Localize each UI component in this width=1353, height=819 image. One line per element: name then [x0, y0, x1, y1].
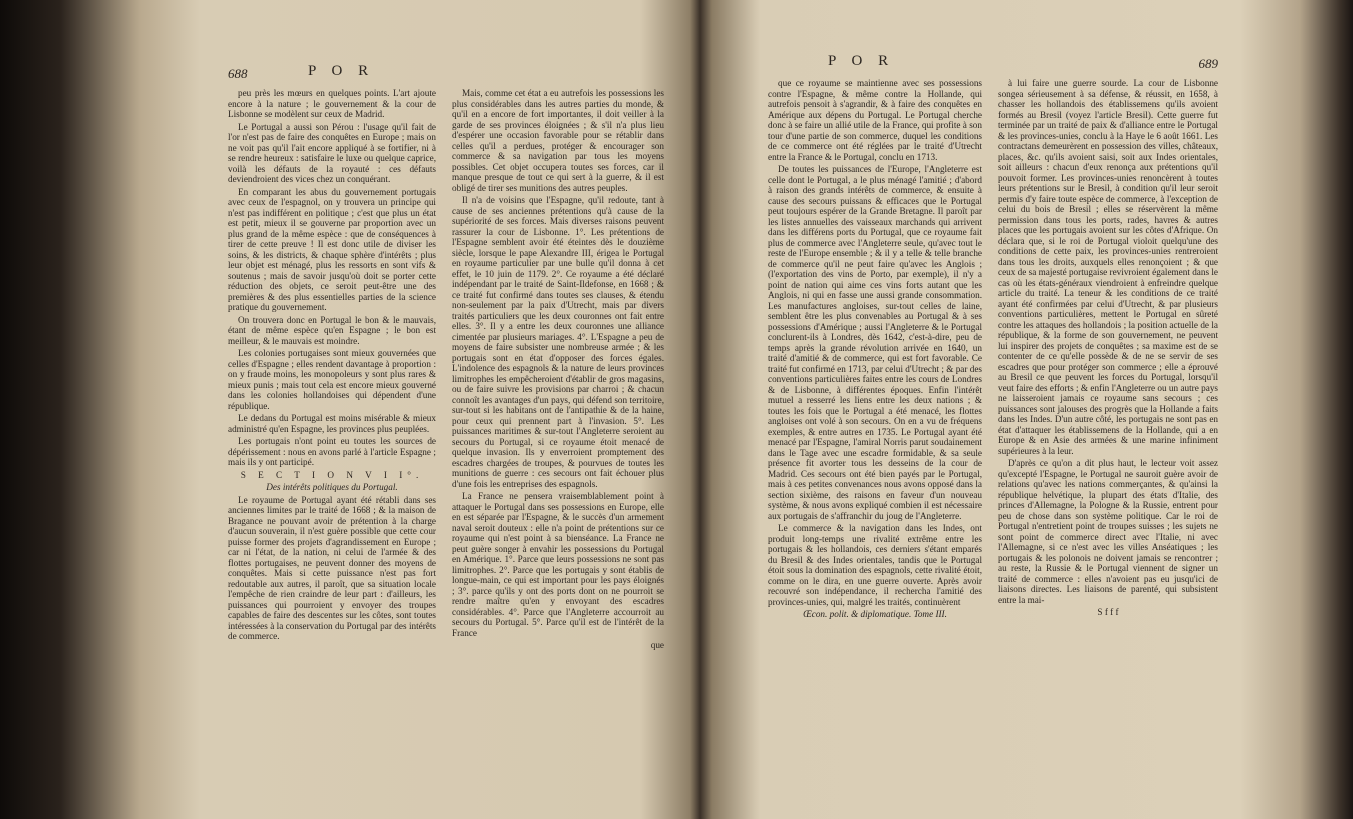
catchword: que	[650, 640, 664, 650]
right-page	[768, 53, 1218, 806]
paragraph: Les colonies portugaises sont mieux gouvernées que celles d'Espagne ; elles rendent davantage à proportion : on y fraude moins, les monopoleurs y sont plus rares & mieux punis ; mais tout cela est encore mieux gouverné dans les colonies hollandoises qui dépendent d'une république.	[228, 348, 436, 411]
section-subtitle: Des intérêts politiques du Portugal.	[266, 482, 398, 492]
paragraph: Mais, comme cet état a eu autrefois les possessions les plus considérables dans les autres parties du monde, & qu'il en a encore de fort importantes, il doit veiller à la garde de ses provinces éloignées ; & s'il n'a plus lieu d'espérer une occasion favorable pour se rétablir dans celles qu'il a perdues, protéger & encourager son commerce & sa navigation par tous les moyens possibles. Cet objet occupera toutes ses forces, car il manque presque de tout ce qui sert à la guerre, & il est obligé de tirer ses munitions des autres peuples.	[452, 88, 664, 193]
left-folio: 688	[228, 66, 248, 81]
paragraph: Les portugais n'ont point eu toutes les sources de dépérissement : nous en avons parlé à l'article Espagne ; mais ils y ont participé.	[228, 436, 436, 467]
left-column-2	[452, 88, 664, 653]
paragraph: Il n'a de voisins que l'Espagne, qu'il redoute, tant à cause de ses anciennes prétentions qu'à cause de la supériorité de ses forces. Mais diverses raisons peuvent rassurer la cour de Lisbonne. 1°. Les prétentions de l'Espagne semblent avoir été éteintes dès le douzième siècle, lorsque le pape Alexandre III, érigea le Portugal en royaume particulier par une bulle qu'il donna à cet effet, le 10 juin de 1179. 2°. Ce royaume a été déclaré indépendant par le traité de Saint-Ildefonse, en 1668 ; & ce traité fut confirmé dans toutes ses clauses, & étendu non-seulement par la paix d'Utrecht, mais par divers traités particuliers que les deux couronnes ont fait entre elles. 3°. Il y a entre les deux couronnes une alliance cimentée par plusieurs mariages. 4°. L'Espagne a peu de moyens de faire subsister une nombreuse armée ; & les portugais sont en état d'opposer des forces égales. L'indolence des espagnols & la nature de leurs provinces limitrophes les empêcheroient d'établir de gros magasins, ou de faire suivre les provisions par charroi ; & chacun connoît les avantages d'un pays, qui défend son territoire, sur-tout si les habitans ont de l'antipathie & de la haine, pour ceux qui prennent part à l'invasion. 5°. Les puissances maritimes & sur-tout l'Angleterre seroient au secours du Portugal, si ce royaume étoit menacé de quelque invasion. Ils y enverroient promptement des escadres chargées de troupes, & pourvues de toutes les munitions de guerre : ces secours ont fait échouer plus d'une fois les entreprises des espagnols.	[452, 195, 664, 489]
paragraph: On trouvera donc en Portugal le bon & le mauvais, étant de même espèce qu'en Espagne ; le bon est meilleur, & le mauvais est moindre.	[228, 314, 436, 346]
right-column-1	[768, 78, 982, 622]
paragraph: Le commerce & la navigation dans les Indes, ont produit long-temps une rivalité extrême entre les portugais & les hollandois, ces derniers s'étant emparés du Bresil & des Indes orientales, tandis que le Portugal étoit sous la domination des espagnols, cette rivalité étoit, comme on le dira, en une guerre ouverte. Après avoir recouvré son indépendance, il rechercha l'amitié des provinces-unies, qui, malgré les traités, continuèrent	[768, 523, 982, 607]
paragraph: Le Portugal a aussi son Pérou : l'usage qu'il fait de l'or n'est pas de faire des conquêtes en Europe ; mais on ne voit pas qu'il l'ait encore appliqué à se fortifier, ni à se rendre heureux : satisfaire le luxe ou quelque caprice, voilà les défauts de la royauté : ces défauts deviendroient des vices chez un conquérant.	[228, 121, 436, 184]
paragraph: En comparant les abus du gouvernement portugais avec ceux de l'espagnol, on y trouvera un principe qui n'est pas indifférent en politique ; c'est que plus un état est petit, mieux il se gouverne par proportion avec un plus grand de la même espèce : que de conséquences à tirer de cette preuve ! Il est donc utile de diviser les soins, & les districts, & chaque sphère d'intérêts ; plus leur objet est ménagé, plus les ressorts en sont vifs & soutenus ; mais de savoir jusqu'où doit se porter cette réduction des objets, ce seroit peut-être une des premières & des plus essentielles parties de la science pratique du gouvernement.	[228, 186, 436, 312]
paragraph: que ce royaume se maintienne avec ses possessions contre l'Espagne, & même contre la Hollande, qui autrefois pensoit à s'agrandir, & à faire des conquêtes en Amérique aux dépens du Portugal. Le Portugal cherche donc à se faire un allié utile de la France, qui profite à son tour d'une partie de son commerce, duquel les conditions de ce commerce ont été réglées par le traité d'Utrecht entre la France & le Portugal, conclu en 1713.	[768, 78, 982, 162]
right-column-2	[998, 78, 1218, 620]
paragraph: peu près les mœurs en quelques points. L'art ajoute encore à la nature ; le gouvernement & la cour de Lisbonne se modèlent sur ceux de Madrid.	[228, 88, 436, 119]
signature-mark: S f f f	[1097, 607, 1119, 617]
section-heading: S E C T I O N V I I°.	[240, 469, 424, 480]
left-page	[228, 63, 664, 816]
left-running-head: P O R	[308, 63, 375, 79]
paragraph: De toutes les puissances de l'Europe, l'Angleterre est celle dont le Portugal, a le plus ménagé l'amitié ; d'abord à raison des grands intérêts de commerce, & ensuite à cause des secours puissans & efficaces que le Portugal peut toujours espérer de la Grande Bretagne. Il paroît par les listes annuelles des vaisseaux marchands qui arrivent dans les différens ports du Portugal, que ce royaume fait plus de commerce avec l'Angleterre seule, qu'avec tout le reste de l'Europe ensemble ; & il y a telle & telle branche de commerce qu'il ne peut faire qu'avec les Anglois ; (l'exportation des vins de Porto, par exemple), il n'y a point de nation qui aime ces vins forts autant que les Anglois, ni qui en fasse une aussi grande consommation. Les manufactures angloises, sur-tout celles de laine, semblent être les plus convenables au Portugal & à ses possessions d'Amérique ; aussi l'Angleterre & le Portugal conclurent-ils à Londres, dès 1642, c'est-à-dire, peu de temps après la grande révolution arrivée en 1640, un traité d'amitié & de commerce, qui est fort favorable. Ce traité fut confirmé en 1713, par celui d'Utrecht ; & par des conventions particulières faites entre les cours de Londres & de Lisbonne, à différentes époques. Enfin l'intérêt mutuel a resserré les liens entre les deux nations ; & toutes les fois que le Portugal a été menacé, les flottes angloises ont volé à son secours. On en a vu de fréquens exemples, & entre autres en 1735. Le Portugal ayant été menacé par l'Espagne, l'amiral Norris parut soudainement dans le Tage avec une escadre formidable, & sa seule présence fit avorter tous les desseins de la cour de Madrid. Ces secours ont été bien payés par le Portugal, mais à ces petites convenances nous avons opposé dans la section sixième, des raisons en faveur d'un nouveau système, & nous avons expliqué combien il est nécessaire aux portugais de s'affranchir du joug de l'Angleterre.	[768, 164, 982, 521]
paragraph: à lui faire une guerre sourde. La cour de Lisbonne songea sérieusement à sa défense, & réussit, en 1658, à chasser les hollandois des établissemens qu'ils avoient formés au Bresil (voyez l'article Bresil). Cette guerre fut terminée par un traité de paix & d'alliance entre le Portugal & les provinces-unies, conclu à la Haye le 6 août 1661. Les contractans demeurèrent en possession des villes, châteaux, places, &c. qu'ils avoient saisi, soit aux Indes orientales, soit ailleurs : chacun d'eux renonça aux prétentions qu'il pouvoit former. Les provinces-unies renoncèrent à toutes leurs prétentions sur le Bresil, à condition qu'il leur seroit permis d'y faire toute espèce de commerce, à l'exception de celui du bois de Bresil ; elles se réservèrent la même permission dans tous les ports, rades, havres & autres places que les portugais avoient sur les côtes d'Afrique. On déclara que, si le roi de Portugal violoit quelqu'une des conditions de cette paix, les provinces-unies rentreroient dans tous les droits, auxquels elles renonçoient ; & que ceux de sa majesté portugaise revivroient également dans le cas où les états-généraux viendroient à enfreindre quelque article du traité. La teneur & les conditions de ce traité ayant été confirmées par celui d'Utrecht, & par plusieurs conventions particulières, mettent le Portugal en sûreté contre les attaques des hollandois ; la position actuelle de la république, & la forme de son gouvernement, ne peuvent lui inspirer des projets de conquêtes ; sa maxime est de se contenter de ce qu'elle possède & de ne se servir de ses escadres que pour protéger son commerce ; elle a éprouvé au Bresil ce que peuvent les forces du Portugal, lorsqu'il veut faire des efforts ; & enfin l'Angleterre ou un autre pays ne laisseroient jamais ce royaume sans secours ; ces puissances sont jalouses des progrès que la Hollande a faits dans les Indes. D'un autre côté, les portugais ne sont pas en état d'attaquer les établissemens de la Hollande, qui a en Europe & en Asie des armées & une marine infiniment supérieures à la leur.	[998, 78, 1218, 456]
paragraph: Le dedans du Portugal est moins misérable & mieux administré qu'en Espagne, les provinces plus peuplées.	[228, 413, 436, 434]
paragraph: La France ne pensera vraisemblablement point à attaquer le Portugal dans ses possessions en Europe, elle en est séparée par l'Espagne, & le succès d'un armement naval seroit douteux : elle n'a point de prétentions sur ce royaume qui n'est point à sa bienséance. La France ne peut guère songer à envahir les possessions du Portugal en Amérique. 1°. Parce que leurs possessions ne sont pas limitrophes. 2°. Parce que les portugais y sont établis de longue-main, ce qui est important pour les pays éloignés ; 3°. parce qu'ils y ont des ports dont on ne pourroit se rendre maître qu'en y envoyant des escadres considérables. 4°. Parce que l'Angleterre accourroit au secours du Portugal. 5°. Parce qu'il est de l'intérêt de la France	[452, 491, 664, 638]
footer-title: Œcon. polit. & diplomatique. Tome III.	[803, 609, 947, 619]
paragraph: Le royaume de Portugal ayant été rétabli dans ses anciennes limites par le traité de 1668 ; & la maison de Bragance ne pouvant avoir de prétention à la charge d'aucun souverain, il n'est guère possible que cette cour puisse former des projets d'agrandissement en Europe ; car ni l'état, de la nation, ni celui de l'armée & des flottes portugaises, ne peuvent donner des moyens de conquêtes. Mais si cette puissance n'est pas fort redoutable aux autres, il paroît, que sa situation locale l'empêche de rien craindre de leur part : d'ailleurs, les puissances qui pourroient y envoyer des troupes capables de faire des descentes sur les côtes, sont toutes intéressées à la conservation du Portugal par des intérêts de commerce.	[228, 494, 436, 641]
right-folio: 689	[1198, 56, 1218, 71]
paragraph: D'après ce qu'on a dit plus haut, le lecteur voit assez qu'excepté l'Espagne, le Portugal ne sauroit guère avoir de relations qu'avec les nations commerçantes, & qu'ainsi la république helvétique, la plupart des états d'Italie, des princes d'Allemagne, la Pologne & la Russie, entrent pour peu de chose dans son système politique. Car le roi de Portugal n'entretient point de troupes suisses ; les sujets ne sont point de commerce direct avec l'Italie, ni avec l'Allemagne, si ce n'est avec les villes Anséatiques ; les portugais & les polonois ne doivent jamais se rencontrer ; au reste, la Russie & le Portugal viennent de signer un traité de commerce : elles n'avoient pas eu jusqu'ici de liaisons directes. Les liaisons de parenté, qui subsistent entre la mai-	[998, 458, 1218, 605]
right-running-head: P O R	[828, 53, 895, 69]
left-column-1	[228, 88, 436, 644]
